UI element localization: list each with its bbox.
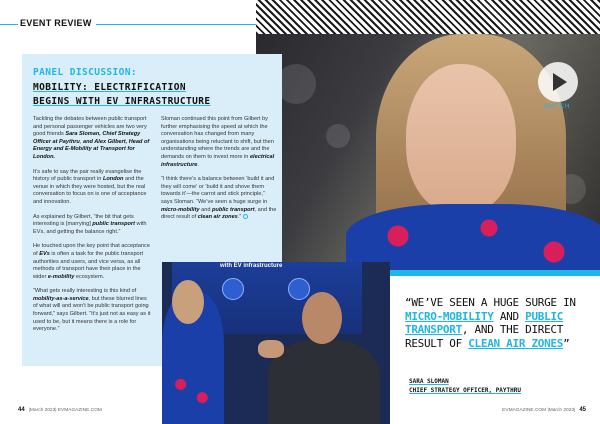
paragraph: “I think there’s a balance between ‘build it and they will come’ or ‘build it and shove them towards it’—the carrot and stick principle,” says Sloman. “We’ve seen a huge surge in micro-mobility and public transport, and the direct result of clean air zones.” xyxy=(161,176,277,221)
speaker-dress xyxy=(346,204,600,270)
man-hand xyxy=(258,340,284,358)
quote-author-name: SARA SLOMAN xyxy=(409,378,449,385)
footer-left-text: |March 2023| EVMAGAZINE.COM xyxy=(28,408,102,413)
pull-quote: “WE’VE SEEN A HUGE SURGE IN MICRO-MOBILITY AND PUBLIC TRANSPORT, AND THE DIRECT RESULT OF CLEAN AIR ZONES” xyxy=(405,296,576,350)
panel-title-line3: BEGINS WITH EV INFRASTRUCTURE xyxy=(33,96,211,107)
paragraph: “What gets really interesting is this kind of mobility-as-a-service, but these blurred lines of what will and won’t be public transport going forward,” says Gilbert. “It’s just not as easy as it used to be, but it means there is a role for everyone.” xyxy=(33,288,151,333)
page-number-right: 45 xyxy=(579,407,586,413)
paragraph: It’s safe to say the pair really evangelise the history of public transport in London and the venue in which they were hosted, but the real conversation to focus on is one of acceptance and innovation. xyxy=(33,168,147,205)
page-number-left: 44 xyxy=(18,407,25,413)
paragraph: As explained by Gilbert, “the bit that gets interesting is [marrying] public transport with EVs, and getting the balance right.” xyxy=(33,213,147,235)
end-mark-icon xyxy=(243,214,248,219)
footer-right-text: EVMAGAZINE.COM |March 2023| xyxy=(502,408,576,413)
speaker-face xyxy=(406,64,516,214)
screen-avatar-icon xyxy=(222,278,244,300)
paragraph: Sloman continued this point from Gilbert by further emphasising the speed at which the conversation has changed from many organisations being reluctant to shift, but then understanding where the trends are and the demands on them to invest more in electrical infrastructure. xyxy=(161,116,275,168)
header-rule-right xyxy=(96,24,256,25)
article-column-right xyxy=(161,116,277,229)
section-label: EVENT REVIEW xyxy=(20,18,92,28)
watch-label[interactable]: WATCH xyxy=(544,104,571,110)
footer-left xyxy=(18,407,102,413)
panel-title-line1: PANEL DISCUSSION: xyxy=(33,67,138,78)
panel-photo xyxy=(162,262,390,424)
hatch-pattern xyxy=(256,0,600,34)
header-rule-left xyxy=(0,24,18,25)
panel-title xyxy=(33,66,273,110)
paragraph: Tackling the debates between public transport and personal passenger vehicles are two very good friends Sara Sloman, Chief Strategy Officer at Paythru, and Alex Gilbert, Head of Energy and E-Mobility at Transport for London. xyxy=(33,116,150,160)
play-icon[interactable] xyxy=(538,62,578,102)
panel-title-line2: MOBILITY: ELECTRIFICATION xyxy=(33,81,186,93)
footer-right xyxy=(502,407,586,413)
article-column-left xyxy=(33,116,151,341)
woman-head xyxy=(172,280,204,324)
quote-accent-bar xyxy=(390,270,600,276)
man-head xyxy=(302,292,342,344)
screen-avatar-icon xyxy=(288,278,310,300)
quote-author-role: CHIEF STRATEGY OFFICER, PAYTHRU xyxy=(409,387,521,394)
stage-screen-text: with EV infrastructure xyxy=(220,263,283,269)
paragraph: He touched upon the key point that acceptance of EVs is often a task for the public transport authorities and users, and vice versa, as all methods of transport have their place in the wider e-mobility ecosystem. xyxy=(33,243,150,280)
man-figure xyxy=(268,340,380,424)
